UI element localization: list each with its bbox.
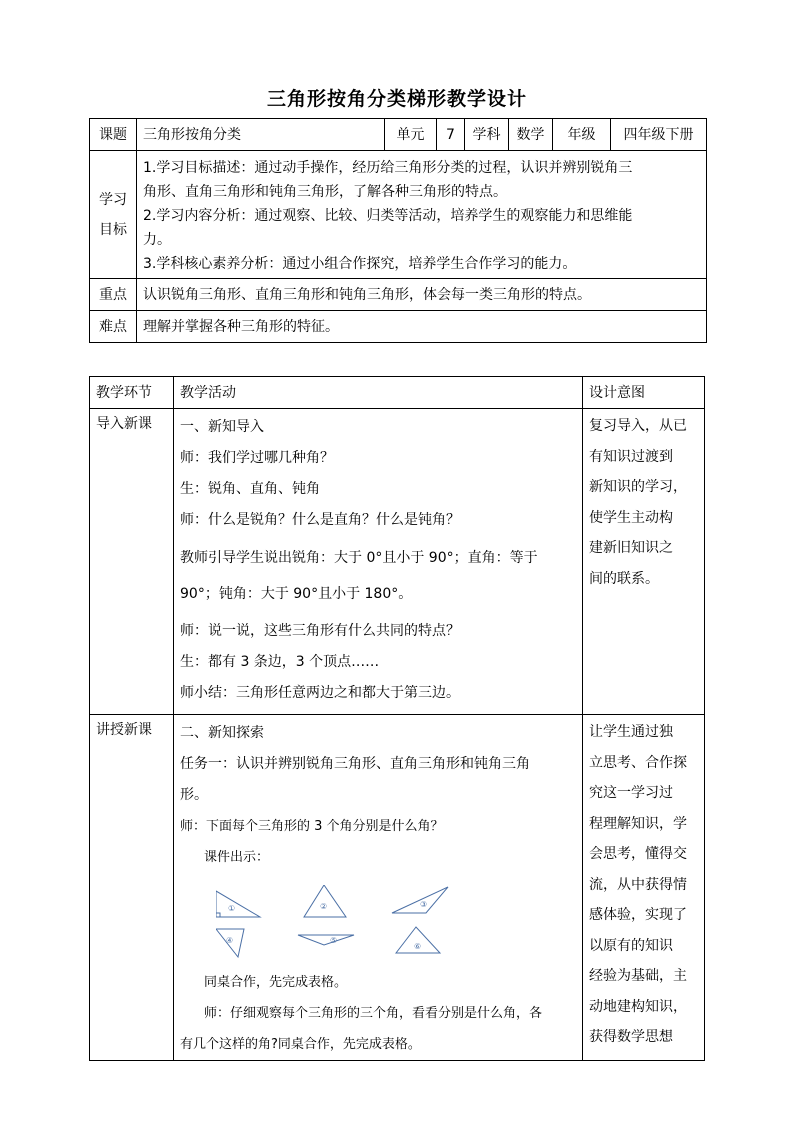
activity-line: 形。 bbox=[180, 787, 208, 803]
grade-label: 年级 bbox=[553, 119, 611, 151]
intent-line: 程理解知识，学 bbox=[589, 815, 687, 832]
intent-line: 经验为基础，主 bbox=[589, 968, 687, 984]
activity-line: 一、新知导入 bbox=[180, 419, 264, 435]
activity-line: 生：锐角、直角、钝角 bbox=[180, 481, 320, 497]
key-value: 认识锐角三角形、直角三角形和钝角三角形，体会每一类三角形的特点。 bbox=[137, 279, 707, 311]
lesson-info-table bbox=[89, 118, 707, 343]
header-stage: 教学环节 bbox=[90, 377, 174, 409]
header-activity: 教学活动 bbox=[174, 377, 583, 409]
triangle-label-4: ④ bbox=[226, 936, 234, 945]
unit-label: 单元 bbox=[385, 119, 437, 151]
goals-label bbox=[90, 151, 137, 279]
header-intent: 设计意图 bbox=[583, 377, 705, 409]
activity-line: 90°；钝角：大于 90°且小于 180°。 bbox=[180, 586, 413, 602]
activity-line: 师：说一说，这些三角形有什么共同的特点？ bbox=[180, 623, 460, 639]
activity-line: 生：都有 3 条边，3 个顶点…… bbox=[180, 654, 380, 670]
intent-line: 流，从中获得情 bbox=[589, 876, 687, 893]
unit-value: 7 bbox=[437, 119, 465, 151]
triangle-1 bbox=[216, 891, 260, 917]
lesson-plan-table bbox=[89, 376, 705, 1061]
activity-line: 教师引导学生说出锐角：大于 0°且小于 90°；直角：等于 bbox=[180, 550, 538, 566]
activity-line: 二、新知探索 bbox=[180, 725, 264, 741]
key-label: 重点 bbox=[90, 279, 137, 311]
triangles-svg bbox=[216, 885, 456, 959]
difficult-label: 难点 bbox=[90, 311, 137, 343]
subject-value: 数学 bbox=[509, 119, 553, 151]
intent-new bbox=[583, 715, 705, 1061]
triangle-label-3: ③ bbox=[420, 900, 428, 909]
difficult-value: 理解并掌握各种三角形的特征。 bbox=[137, 311, 707, 343]
triangle-label-2: ② bbox=[320, 902, 328, 911]
intent-line: 究这一学习过 bbox=[589, 785, 673, 801]
activity-line: 任务一：认识并辨别锐角三角形、直角三角形和钝角三角 bbox=[180, 756, 530, 772]
goals-content bbox=[137, 151, 707, 279]
intent-line: 有知识过渡到 bbox=[589, 448, 673, 465]
activity-line: 师：什么是锐角？什么是直角？什么是钝角？ bbox=[180, 512, 460, 528]
goal-line: 力。 bbox=[143, 231, 171, 248]
intent-line: 间的联系。 bbox=[589, 570, 659, 587]
triangle-5 bbox=[298, 935, 354, 945]
intent-line: 感体验，实现了 bbox=[589, 907, 687, 923]
right-angle-mark bbox=[216, 913, 220, 917]
goals-label-line-2: 目标 bbox=[99, 221, 127, 238]
stage-new: 讲授新课 bbox=[90, 715, 174, 1061]
intent-line: 新知识的学习， bbox=[589, 479, 687, 495]
activity-line: 同桌合作，先完成表格。 bbox=[204, 975, 348, 990]
intent-line: 动地建构知识， bbox=[589, 998, 687, 1015]
topic-label: 课题 bbox=[90, 119, 137, 151]
intent-line: 使学生主动构 bbox=[589, 509, 673, 526]
triangles-figure bbox=[216, 885, 456, 959]
intent-line: 建新旧知识之 bbox=[589, 540, 673, 556]
intent-line: 以原有的知识 bbox=[589, 937, 673, 954]
activity-line: 师：我们学过哪几种角？ bbox=[180, 450, 334, 466]
triangle-label-5: ⑤ bbox=[330, 936, 338, 945]
intent-line: 立思考、合作探 bbox=[589, 754, 687, 771]
activity-intro bbox=[174, 409, 583, 715]
activity-line: 师小结：三角形任意两边之和都大于第三边。 bbox=[180, 685, 460, 701]
goal-line: 1.学习目标描述：通过动手操作，经历给三角形分类的过程，认识并辨别锐角三 bbox=[143, 159, 633, 176]
triangle-label-1: ① bbox=[228, 904, 236, 913]
intent-intro bbox=[583, 409, 705, 715]
goals-label-line-1: 学习 bbox=[99, 191, 127, 208]
triangle-label-6: ⑥ bbox=[414, 942, 422, 951]
triangle-2 bbox=[304, 885, 346, 917]
intent-line: 会思考，懂得交 bbox=[589, 846, 687, 862]
intent-line: 让学生通过独 bbox=[589, 724, 673, 740]
intent-line: 复习导入，从已 bbox=[589, 418, 687, 434]
goal-line: 2.学习内容分析：通过观察、比较、归类等活动，培养学生的观察能力和思维能 bbox=[143, 207, 633, 224]
topic-value: 三角形按角分类 bbox=[137, 119, 385, 151]
grade-value: 四年级下册 bbox=[611, 119, 707, 151]
activity-line: 课件出示： bbox=[204, 850, 270, 865]
goal-line: 3.学科核心素养分析：通过小组合作探究，培养学生合作学习的能力。 bbox=[143, 255, 577, 272]
stage-intro: 导入新课 bbox=[90, 409, 174, 715]
intent-line: 获得数学思想 bbox=[589, 1029, 673, 1045]
subject-label: 学科 bbox=[465, 119, 509, 151]
activity-line: 有几个这样的角?同桌合作，先完成表格。 bbox=[180, 1037, 421, 1052]
activity-line: 师：仔细观察每个三角形的三个角，看看分别是什么角，各 bbox=[204, 1006, 543, 1021]
document-title: 三角形按角分类梯形教学设计 bbox=[266, 88, 527, 110]
goal-line: 角形、直角三角形和钝角三角形，了解各种三角形的特点。 bbox=[143, 183, 507, 200]
activity-line: 师：下面每个三角形的 3 个角分别是什么角？ bbox=[180, 819, 444, 834]
activity-new bbox=[174, 715, 583, 1061]
